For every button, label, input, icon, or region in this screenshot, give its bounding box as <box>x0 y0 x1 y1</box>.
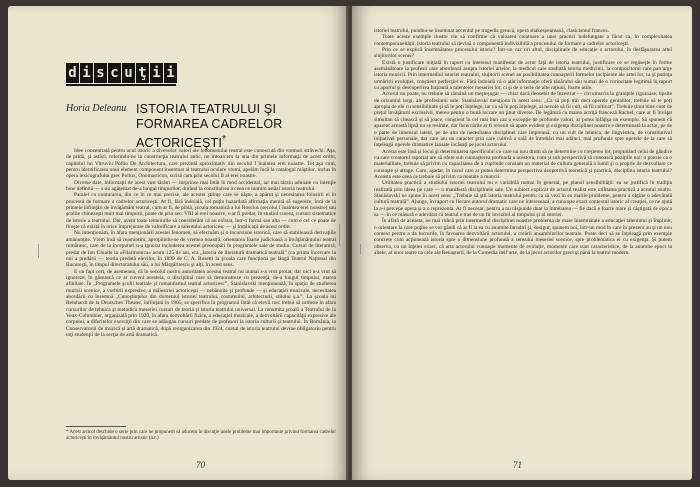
rubric-underline <box>66 84 176 86</box>
paragraph: istoriei teatrului, pundnu-se însemnat accentul pe tragedia greacă, opera shakespeareană, clasicismul francez. <box>374 28 610 34</box>
footnote-rule <box>66 426 126 427</box>
rubric-letter: s <box>94 63 107 83</box>
rubric-letter: d <box>66 63 79 83</box>
paragraph: În afară de aceasta, ne mai ridică prin intermediul disciplinei noastre problema de mare însemnătate a educaţiei talentului şi împlinit, o orientare la care puţine se vor gândi că ar fi la ea cu anumite înrudiri şi, desigur, spunem noi, într-un mod în care în prezent au şi un nou context pentru a da lucrurile, în favoarea dezvoltării actorului, a creării ansamblurilor teatrale. Poate deci să se înţeleagă prin exemple concrete cum acţionează istoria spre o dimensiune profundă a sensului meseriei scenice, spre problematica ei cu exigenţa. Şi putem observa, cu un înţeles exact, că arta actorului cunoaşte momente de evoluţie, momente care sunt caracteristice, de la anumite epoci la altele, al unor teatre ca cele ale Renaşterii, de la Comedia dell’arte, de la jocul actorilor greci şi până la teatrul modern. <box>374 218 672 257</box>
paragraph: Prin ce se explică însemnătatea procesului istoric? Intr-un caz ori altul, disciplinele de educaţie a actorului, în desfăşurarea artei slujitorilor scenei? <box>374 47 672 60</box>
article-title-text: ISTORIA TEATRULUI ŞI FORMAREA CADRELOR ACTORICEŞTI <box>136 102 283 151</box>
pencil-margin-mark <box>360 244 361 254</box>
paragraph: Există o justificare iniţială în raport cu interesul manifestat de actor faţă de istoria teatrului, justificare ce se regăseşte în forme asemănătoare la profesii care abordează asupra istoriei artelor, la medicul care studiază istoria medicinii, la compozitorul care parcurge istoria muzicii. Prin intermediul istoriei teatrului, slujitorii scenei au posibilitatea cunoaşterii formelor incipiente ale artei lor, ca şi putinţa urmăririi evoluţiei, conştient perfecţiei ei. Fără îndoială că o atât informaţie oferă tânărului său numai de o curiozitate legitimă în raport cu aportul şi descoperirea frapantă a talentelor meseriei lor, ci şi de o serie de alte raţiuni, foarte utile. <box>374 59 672 92</box>
paragraph: Utilitatea practică a studiului istoriei teatrului nu e variabilă numai în general, pe planul sensibilităţii: ea se justifică în tradiţia realizată prin ideea pe care — o manifestă disciplinele sale. Un subiect explicat de actorul realist este utilitatea practică a acestui studiu. Stanislavski ne spune în acest sens: „Trebuie să ştii istoria teatrului pentru ca să vezi în ea marile probleme, pentru a obţine o adevărată cultură teatrală”. Ajunge, în raport cu fiecare autorul dramatic care ne interesează, a cunoaşte exact contextul istoric al creaţiei, ce ne ajută la a-i percepe opera şi a o reprezenta. Ar fi necesar, pentru a nu răspunde doar la întrebarea — fie dacă e foarte mare şi câştigată de epoca sa — în ce măsură e adevărat că teatrul e tras de un fir invizibil al timpului şi al istoriei. <box>374 180 672 218</box>
paragraph: Diverse date, informaţii de acest vast tărâm — surprinse mai întâi în mod accidental, iar mai târziu adunate cu intenţie bine definită — s-au agăţemat de-a lungul timpurilor, durând la constituirea a ceea ce numim astăzi istoria teatrului. <box>66 179 336 193</box>
paragraph: Acesta este însă şi locul şi determinarea specificului cu care un nou drum să ne determine cu creşterea lor, propunând celui de gândire cu care creatorul raportat are să ofere sub cunoaşterea profundă a acestora, cum şi sub perspectivă să cunoască poziţiile noi: o poezie ca o materialitate, trebuie să privim cu capacitatea de a cuprinde constant un material de cultura generală a lumii şi o proprie de dezvoltare ce cunoaşte şi atrage. Cum, aşadar, în cazul care ar putea determina perspectiva deopotrivă teoretică şi practică, disciplina istorie teatrului? Aceasta este ceea ce trebuie să privim ca noutate a muncii. <box>374 148 672 180</box>
right-page <box>352 6 692 480</box>
pencil-margin-mark <box>339 224 340 246</box>
article-title <box>136 102 336 151</box>
rubric-letter: i <box>164 63 177 83</box>
paragraph: Nu intenţionăm, în afara menţionării acestei fenomen, să efectuăm şi o incursiune istorică, care să stabilească derivaţiile amănunţite. Vrem însă să reamintim, apropiindu-ne de vremea noastră, orientarea foarte judicioasă a învăţământului teatral românesc, care de la începuturi n-a ignorat includerea acestei preocupări în programele sale de studiu. Cursul de literatură, predat de Ion Ghiadu la «Filarmonica» acum 125 de ani, era „Istoria de literatură dramatică teatrală” (ca prima încercare la noi a predării — teoria predată elevilor, în 1899 de C. A. Rosetti la şcoala care funcţiona pe lângă Teatrul Naţional din Bucureşti, în timpul directoratului său, a lui Mărgăritescu şi alţi, în acest sens. <box>66 230 336 269</box>
paragraph: Toate aceste exemple ilustre vin să confirme că valoarea creatoare a unei practici îndelungate a făcut ca, în complexitatea contemporaneităţii, istoria teatrului să devină o componentă indivizibilă a procesului de formare a cadrelor actoriceşti. <box>374 34 672 47</box>
paragraph: Idee concentrată pentru ucul istoric a diversilor valori ale fenomenului teatral este cunoscută din vremuri străvechi. Aşa, de pildă, şi astăzi, referindu-ne la construcţia teatrului antic, ne întoarcem la una din primele informaţii de acest ordin, capitolul lui Vitruviu Pollio De Architectura, care prezintă aproximativ din secolul I înaintea erei noastre. Tot aşa cum, pentru identificarea unui element component însemnat al teatrului oculare vremi, apelăm încă la catalogul măştilor, inclus în opera lexicografului grec Pollux, Onomasticon, scrisă cam prin secolul II al erei noastre. <box>66 148 336 180</box>
section-rubric <box>66 63 177 83</box>
rubric-letter: i <box>150 63 163 83</box>
pencil-margin-mark <box>38 244 39 258</box>
right-body-text <box>374 28 672 456</box>
left-body-text <box>66 148 336 416</box>
author-name: Horia Deleanu <box>66 103 127 114</box>
rubric-letter: i <box>80 63 93 83</box>
footnote: * Acest articol deschide o serie prin care ne propunem să aducem în discuţie unele probleme mai importante privind formarea cadrelor actoriceşti în învăţământul nostru artistic (n.r.) <box>66 430 336 441</box>
paragraph: E un fapt cert, de asemenea, că în secolul nostru autoritatea acestui teatral nu numai s-a vrut protat, dar nici n-a vrut să ignoreze, în găsească ce ar cuveni acesteia, o disciplină care să demonstreze cu prezenţă, de-a lungul timpului, marea afinitate. În „Programele şcolii teatrale şi romantismul teatral actoricesc”, Stanislavski menţionează, în spaţiu de studierea muzicii scenice, a vorbirii expresive, a măiestriei actoriceşti — nebănuite şi profunde — şi educaţiei muzicale, necesitatea abordării cu însemnă „Cunoştinţelor din domeniul istoriei teatrului, costumului, arhitecturii, stilului ş.a.”. La şcoala lui Reinhardt de la Deutsches Theater, înfiinţată în 1905, se specifica în programul întâi că elevii trec trebui să urmeze în afara cursurilor de tehnica şi metodica meseriei cursuri de teoria şi istoria teatrului universal. La renumita şcoală a Teatrului de la Veux-Colombier, organizată prin 1920, în afara dezvoltării fizice, a educaţiei muzicale, a dezvoltării capacităţii expresive ale corpului, a diferitelor exerciţii din care se adăugau cursuri predate de profesori la istoria culturii şi teatrului. În România, la Conservatorul de muzică şi artă dramatică, după reorganizarea din 1924, cursul de istoria teatrului devine obligatoriu pentru toţi studenţii de la secţia de artă dramatică. <box>66 268 336 338</box>
page-number-right: 71 <box>513 460 522 470</box>
rubric-letter: u <box>122 63 135 83</box>
rubric-letter: ţ <box>136 63 149 83</box>
paragraph: Paralel cu conturarea, din ce în ce mai precise, ale acestei ştiinţe care se năşte, a apărut şi necesitatea folosirii ei în procesul de formare a cadrelor actoriceşti. Ar fi, fără îndoială, cel puţin hazardată afirmaţia menită să sugereze, încă de la primele înfiinţări de învăţământ teatral, cum ar fi, de pildă, şcoala romanică a lui Roscius (secolul I înaintea erei noastre) sau şcolile chinezeşti mult mai timpurii, poate de prin sec. VIII al erei noastre, s-ar fi predat, în studiul curent, cursuri sistematice de istorie a teatrului. Dar, avem toate temeiurile să considerăm că au existat, într-o formă sau alta — cum e cel ce poate de fireşte că există în orice împrejurare de valorificare a talentului actoricesc — şi implicaţii de acest ordin. <box>66 192 336 231</box>
title-footnote-mark: * <box>222 134 227 145</box>
left-page <box>8 6 348 480</box>
paragraph: Actorul nu poate, nu trebuie să rămână un meşteşugar — chiar dacă deosebit de înzestrat — circumscris la graniţele riguroase, lipsite de orizontul largi, ale profesiunii sale. Stanislavski menţiona în acest sens: „Ca să poţi trăi deci operele genialilor, trebuie să te poţi apropia de ele cu sensibilitate şi să le poţi înţelege, iar ca să le poţi înţelege, ai nevoie să fii cult, să fii cultivat”. Trebuie ţinut bine cont de preţul învăţăturii exclusivii, mereu pentru o bună lucrare un ţinut diverse. De legătură cu marea actriţă franceză Rachel, care ar fi învăţat simultan să citească şi să joace, conştient în cel mai bun caz o excepţie de profunde valori, ar putea înfăţişa un exemplu. Să spunem că aparent această lipsă nu se resimte, dar încercările ar fi revenit să apare evident şi exigenţa disciplinei noastre e determinată la actor, pe de o parte de interesul latent, pe de alta de necesitatea disciplinei care împreună, cu un cult de tehnica, de lingvistica, de constitutivul iniţiativei personale, dar care iau un caracter prin care cultivă o sală de întrebări mai adânci, mai profunde spre operele de la care să înţeleagă operele dramatice lansate încăsaţi pe jocul actorului. <box>374 91 672 149</box>
rubric-letter: c <box>108 63 121 83</box>
page-number-left: 70 <box>196 460 205 470</box>
